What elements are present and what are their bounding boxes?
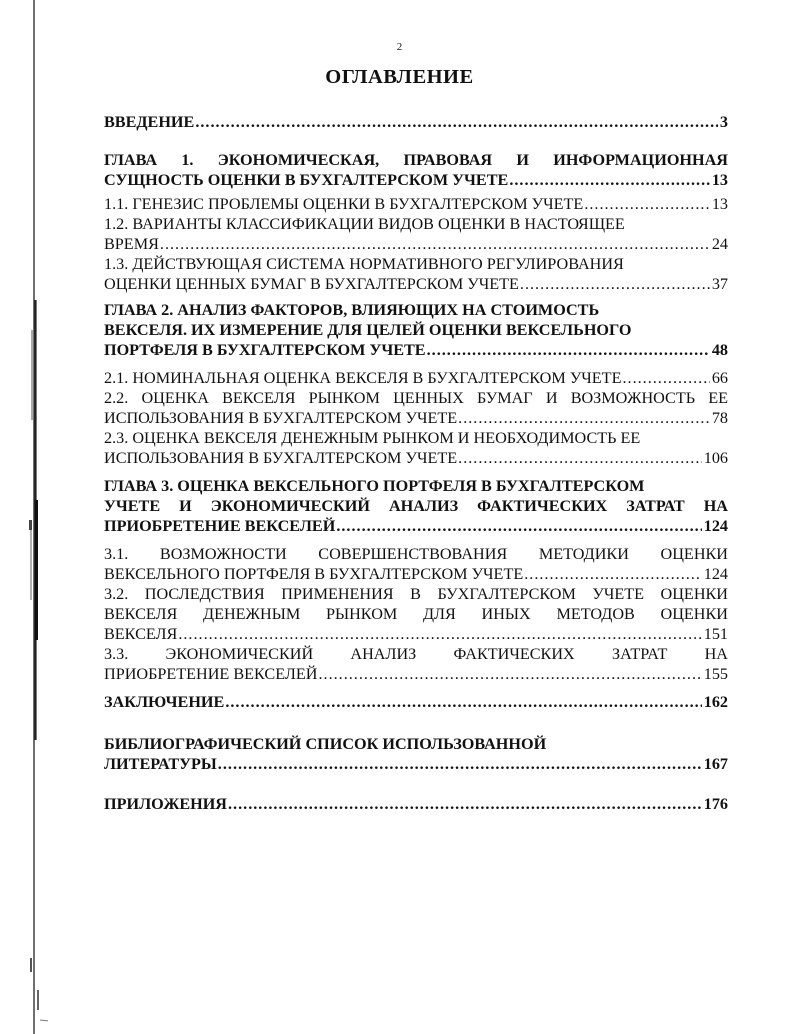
dot-leader <box>524 564 701 584</box>
dot-leader <box>178 624 701 644</box>
scan-binding-edge <box>0 0 48 1034</box>
toc-entry-title-line: 3.3. ЭКОНОМИЧЕСКИЙ АНАЛИЗ ФАКТИЧЕСКИХ ЗАТРАТ НА <box>104 645 728 663</box>
toc-page-number: 124 <box>703 565 728 583</box>
toc-page-number: 37 <box>711 275 728 293</box>
toc-entry-section-2-3[interactable] <box>104 428 728 468</box>
toc-entry-bibliography[interactable] <box>104 734 728 774</box>
toc-page-number: 13 <box>711 171 728 189</box>
toc-entry-section-2-2[interactable] <box>104 388 728 428</box>
toc-entry-title-line: ГЛАВА 3. ОЦЕНКА ВЕКСЕЛЬНОГО ПОРТФЕЛЯ В БУХГАЛТЕРСКОМ <box>104 477 645 495</box>
toc-page-number: 3 <box>719 113 728 131</box>
dot-leader <box>218 754 702 774</box>
dot-leader <box>225 692 701 712</box>
toc-entry-title-line: ИСПОЛЬЗОВАНИЯ В БУХГАЛТЕРСКОМ УЧЕТЕ <box>104 449 458 467</box>
dot-leader <box>318 664 701 684</box>
toc-entry-chapter-2[interactable] <box>104 300 728 360</box>
toc-entry-title-line: ПРИОБРЕТЕНИЕ ВЕКСЕЛЕЙ <box>104 665 318 683</box>
toc-page-number: 66 <box>711 369 728 387</box>
toc-page-number: 13 <box>711 195 728 213</box>
toc-entry-appendices[interactable] <box>104 794 728 814</box>
toc-entry-title: 1.1. ГЕНЕЗИС ПРОБЛЕМЫ ОЦЕНКИ В БУХГАЛТЕРСКОМ УЧЕТЕ <box>104 195 584 213</box>
toc-entry-chapter-1[interactable] <box>104 150 728 190</box>
toc-entry-section-3-3[interactable] <box>104 644 728 684</box>
toc-entry-title-line: 2.3. ОЦЕНКА ВЕКСЕЛЯ ДЕНЕЖНЫМ РЫНКОМ И НЕОБХОДИМОСТЬ ЕЕ <box>104 429 641 447</box>
toc-entry-title-line: ПОРТФЕЛЯ В БУХГАЛТЕРСКОМ УЧЕТЕ <box>104 341 426 359</box>
dot-leader <box>458 448 702 468</box>
toc-entry-section-2-1[interactable] <box>104 368 728 388</box>
toc-entry-section-3-2[interactable] <box>104 584 728 644</box>
dot-leader <box>458 408 710 428</box>
toc-page-number: 155 <box>703 665 728 683</box>
toc-entry-title: 2.1. НОМИНАЛЬНАЯ ОЦЕНКА ВЕКСЕЛЯ В БУХГАЛТЕРСКОМ УЧЕТЕ <box>104 369 622 387</box>
toc-page-number: 176 <box>703 795 728 813</box>
toc-entry-title: ПРИЛОЖЕНИЯ <box>104 795 227 813</box>
toc-entry-title-line: УЧЕТЕ И ЭКОНОМИЧЕСКИЙ АНАЛИЗ ФАКТИЧЕСКИХ ЗАТРАТ НА <box>104 497 728 515</box>
toc-entry-title-line: БИБЛИОГРАФИЧЕСКИЙ СПИСОК ИСПОЛЬЗОВАННОЙ <box>104 735 547 753</box>
dot-leader <box>520 274 710 294</box>
toc-entry-section-3-1[interactable] <box>104 544 728 584</box>
toc-page-number: 167 <box>703 755 728 773</box>
toc-page-number: 124 <box>703 517 728 535</box>
toc-entry-section-1-2[interactable] <box>104 214 728 254</box>
toc-entry-title-line: 3.2. ПОСЛЕДСТВИЯ ПРИМЕНЕНИЯ В БУХГАЛТЕРСКОМ УЧЕТЕ ОЦЕНКИ <box>104 585 728 603</box>
table-of-contents <box>104 112 728 814</box>
toc-entry-title: ВВЕДЕНИЕ <box>104 113 195 131</box>
toc-entry-title-line: ЛИТЕРАТУРЫ <box>104 755 217 773</box>
toc-entry-title-line: 2.2. ОЦЕНКА ВЕКСЕЛЯ РЫНКОМ ЦЕННЫХ БУМАГ И ВОЗМОЖНОСТЬ ЕЕ <box>104 389 728 407</box>
dot-leader <box>195 112 718 132</box>
toc-page-number: 48 <box>711 341 728 359</box>
toc-entry-title-line: ИСПОЛЬЗОВАНИЯ В БУХГАЛТЕРСКОМ УЧЕТЕ <box>104 409 458 427</box>
toc-entry-title-line: ГЛАВА 1. ЭКОНОМИЧЕСКАЯ, ПРАВОВАЯ И ИНФОРМАЦИОННАЯ <box>104 151 728 169</box>
toc-page-number: 151 <box>703 625 728 643</box>
toc-entry-title-line: ГЛАВА 2. АНАЛИЗ ФАКТОРОВ, ВЛИЯЮЩИХ НА СТОИМОСТЬ <box>104 301 600 319</box>
toc-entry-title-line: 1.2. ВАРИАНТЫ КЛАССИФИКАЦИИ ВИДОВ ОЦЕНКИ В НАСТОЯЩЕЕ <box>104 215 625 233</box>
page-number: 2 <box>396 41 403 53</box>
dot-leader <box>509 170 710 190</box>
dot-leader <box>622 368 709 388</box>
toc-page-number: 106 <box>703 449 728 467</box>
dot-leader <box>427 340 710 360</box>
toc-entry-chapter-3[interactable] <box>104 476 728 536</box>
toc-entry-section-1-1[interactable] <box>104 194 728 214</box>
toc-entry-title-line: 1.3. ДЕЙСТВУЮЩАЯ СИСТЕМА НОРМАТИВНОГО РЕГУЛИРОВАНИЯ <box>104 255 624 273</box>
toc-entry-conclusion[interactable] <box>104 692 728 712</box>
dot-leader <box>160 234 710 254</box>
toc-entry-title-line: ВРЕМЯ <box>104 235 159 253</box>
toc-entry-title: ЗАКЛЮЧЕНИЕ <box>104 693 225 711</box>
dot-leader <box>228 794 702 814</box>
toc-entry-section-1-3[interactable] <box>104 254 728 294</box>
toc-entry-title-line: СУЩНОСТЬ ОЦЕНКИ В БУХГАЛТЕРСКОМ УЧЕТЕ <box>104 171 509 189</box>
toc-entry-title-line: ВЕКСЕЛЯ. ИХ ИЗМЕРЕНИЕ ДЛЯ ЦЕЛЕЙ ОЦЕНКИ ВЕКСЕЛЬНОГО <box>104 321 632 339</box>
toc-entry-title-line: 3.1. ВОЗМОЖНОСТИ СОВЕРШЕНСТВОВАНИЯ МЕТОДИКИ ОЦЕНКИ <box>104 545 728 563</box>
toc-entry-title-line: ВЕКСЕЛЯ ДЕНЕЖНЫМ РЫНКОМ ДЛЯ ИНЫХ МЕТОДОВ ОЦЕНКИ <box>104 605 728 623</box>
toc-entry-title-line: ПРИОБРЕТЕНИЕ ВЕКСЕЛЕЙ <box>104 517 336 535</box>
toc-page-number: 24 <box>711 235 728 253</box>
dot-leader <box>584 194 710 214</box>
toc-page-number: 162 <box>703 693 728 711</box>
toc-page-number: 78 <box>711 409 728 427</box>
toc-entry-title-line: ОЦЕНКИ ЦЕННЫХ БУМАГ В БУХГАЛТЕРСКОМ УЧЕТЕ <box>104 275 519 293</box>
toc-entry-title-line: ВЕКСЕЛЯ <box>104 625 178 643</box>
toc-entry-introduction[interactable] <box>104 112 728 132</box>
page-title: ОГЛАВЛЕНИЕ <box>325 66 474 88</box>
dot-leader <box>336 516 701 536</box>
toc-entry-title-line: ВЕКСЕЛЬНОГО ПОРТФЕЛЯ В БУХГАЛТЕРСКОМ УЧЕТЕ <box>104 565 524 583</box>
